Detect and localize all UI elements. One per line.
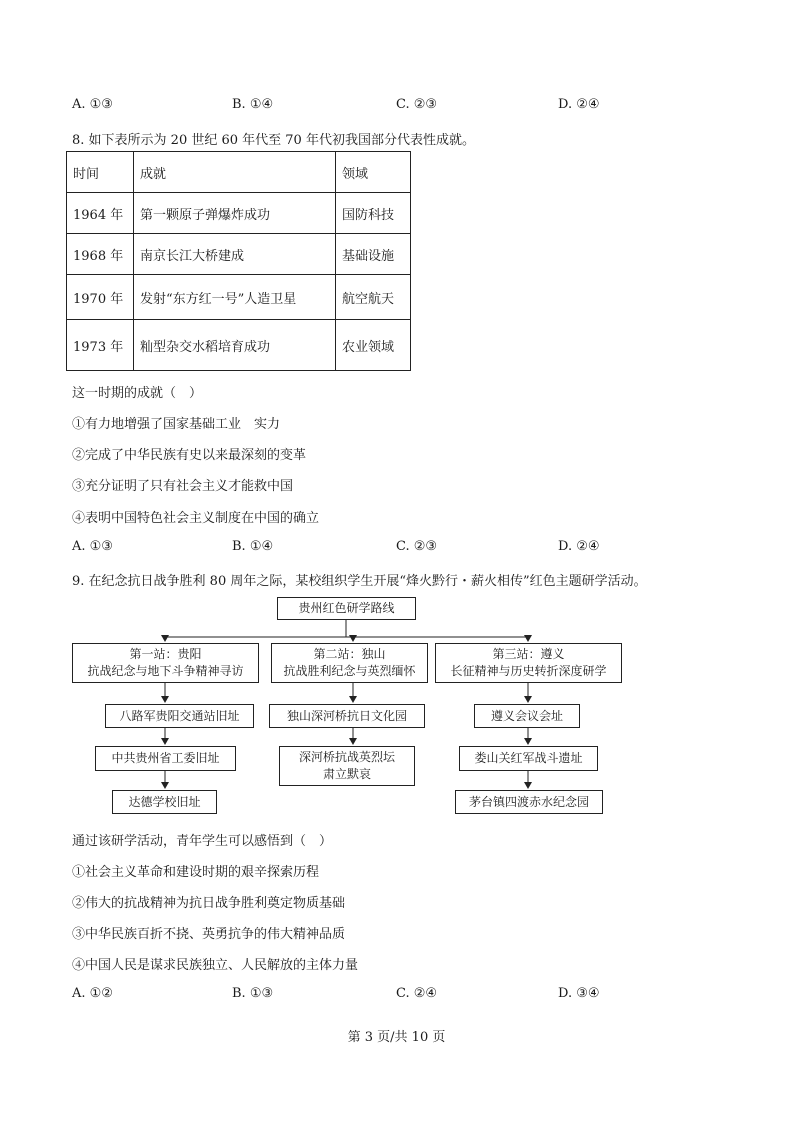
q9-statement-3: ③中华民族百折不挠、英勇抗争的伟大精神品质 xyxy=(72,927,346,942)
q8-option-b: B. ①④ xyxy=(232,539,274,554)
site-box xyxy=(474,704,580,728)
q9-option-c: C. ②④ xyxy=(396,986,438,1001)
q9-statement-2: ②伟大的抗战精神为抗日战争胜利奠定物质基础 xyxy=(72,896,346,911)
site-label: 肃立默哀 xyxy=(322,767,371,781)
q9-option-b: B. ①③ xyxy=(232,986,274,1001)
site-label: 娄山关红军战斗遗址 xyxy=(474,751,583,765)
site-label: 达德学校旧址 xyxy=(128,794,201,809)
q8-statement-3: ③充分证明了只有社会主义才能救中国 xyxy=(72,479,294,494)
site-label: 八路军贵阳交通站旧址 xyxy=(119,708,240,723)
table-cell: 航空航天 xyxy=(336,275,411,320)
station-1-title: 第一站：贵阳 xyxy=(129,647,202,661)
table-cell: 发射“东方红一号”人造卫星 xyxy=(134,275,336,320)
station-3-theme: 长征精神与历史转折深度研学 xyxy=(450,664,607,678)
q8-option-c: C. ②③ xyxy=(396,539,438,554)
q9-statement-4: ④中国人民是谋求民族独立、人民解放的主体力量 xyxy=(72,958,359,973)
table-cell: 1973 年 xyxy=(67,320,134,371)
q7-option-a: A. ①③ xyxy=(72,97,113,112)
route-root-label: 贵州红色研学路线 xyxy=(298,601,395,615)
table-cell: 农业领域 xyxy=(336,320,411,371)
q8-stem: 8. 如下表所示为 20 世纪 60 年代至 70 年代初我国部分代表性成就。 xyxy=(72,133,475,148)
table-cell: 1970 年 xyxy=(67,275,134,320)
table-cell: 第一颗原子弹爆炸成功 xyxy=(134,193,336,234)
table-cell: 1968 年 xyxy=(67,234,134,275)
q7-option-d: D. ②④ xyxy=(558,97,600,112)
table-header-cell: 时间 xyxy=(67,152,134,193)
q8-statement-1: ①有力地增强了国家基础工业 实力 xyxy=(72,417,281,432)
station-1-box xyxy=(72,643,259,683)
q7-option-c: C. ②③ xyxy=(396,97,438,112)
station-1-theme: 抗战纪念与地下斗争精神寻访 xyxy=(87,664,244,678)
route-root-box xyxy=(277,597,416,620)
site-label: 独山深河桥抗日文化园 xyxy=(286,708,407,723)
q9-option-d: D. ③④ xyxy=(558,986,600,1001)
station-2-box xyxy=(271,643,428,683)
table-header-cell: 领域 xyxy=(336,152,411,193)
site-box xyxy=(279,746,415,786)
site-box xyxy=(112,790,217,814)
q8-statement-4: ④表明中国特色社会主义制度在中国的确立 xyxy=(72,511,320,526)
site-label: 深河桥抗战英烈坛 xyxy=(298,750,395,764)
site-box xyxy=(269,704,425,728)
table-header-cell: 成就 xyxy=(134,152,336,193)
station-2-theme: 抗战胜利纪念与英烈缅怀 xyxy=(283,664,416,678)
q9-option-a: A. ①② xyxy=(72,986,113,1001)
q9-stem: 9. 在纪念抗日战争胜利 80 周年之际，某校组织学生开展“烽火黔行・薪火相传”红色主题研学活动。 xyxy=(72,574,647,589)
site-box xyxy=(459,746,598,771)
site-label: 茅台镇四渡赤水纪念园 xyxy=(468,794,589,809)
q9-statement-1: ①社会主义革命和建设时期的艰辛探索历程 xyxy=(72,865,320,880)
site-box xyxy=(105,704,254,728)
q8-statement-2: ②完成了中华民族有史以来最深刻的变革 xyxy=(72,448,307,463)
site-label: 中共贵州省工委旧址 xyxy=(111,751,220,765)
q8-option-d: D. ②④ xyxy=(558,539,600,554)
station-2-title: 第二站：独山 xyxy=(313,647,386,661)
q7-option-b: B. ①④ xyxy=(232,97,274,112)
table-cell: 南京长江大桥建成 xyxy=(134,234,336,275)
table-cell: 籼型杂交水稻培育成功 xyxy=(134,320,336,371)
page-footer: 第 3 页/共 10 页 xyxy=(347,1030,446,1045)
station-3-title: 第三站：遵义 xyxy=(492,647,565,661)
site-label: 遵义会议会址 xyxy=(490,708,563,723)
site-box xyxy=(455,790,603,814)
q9-question: 通过该研学活动，青年学生可以感悟到（ ） xyxy=(72,834,333,849)
station-3-box xyxy=(435,643,622,683)
table-cell: 基础设施 xyxy=(336,234,411,275)
table-cell: 国防科技 xyxy=(336,193,411,234)
site-box xyxy=(95,746,236,771)
table-cell: 1964 年 xyxy=(67,193,134,234)
q8-option-a: A. ①③ xyxy=(72,539,113,554)
q8-question: 这一时期的成就（ ） xyxy=(72,386,203,401)
